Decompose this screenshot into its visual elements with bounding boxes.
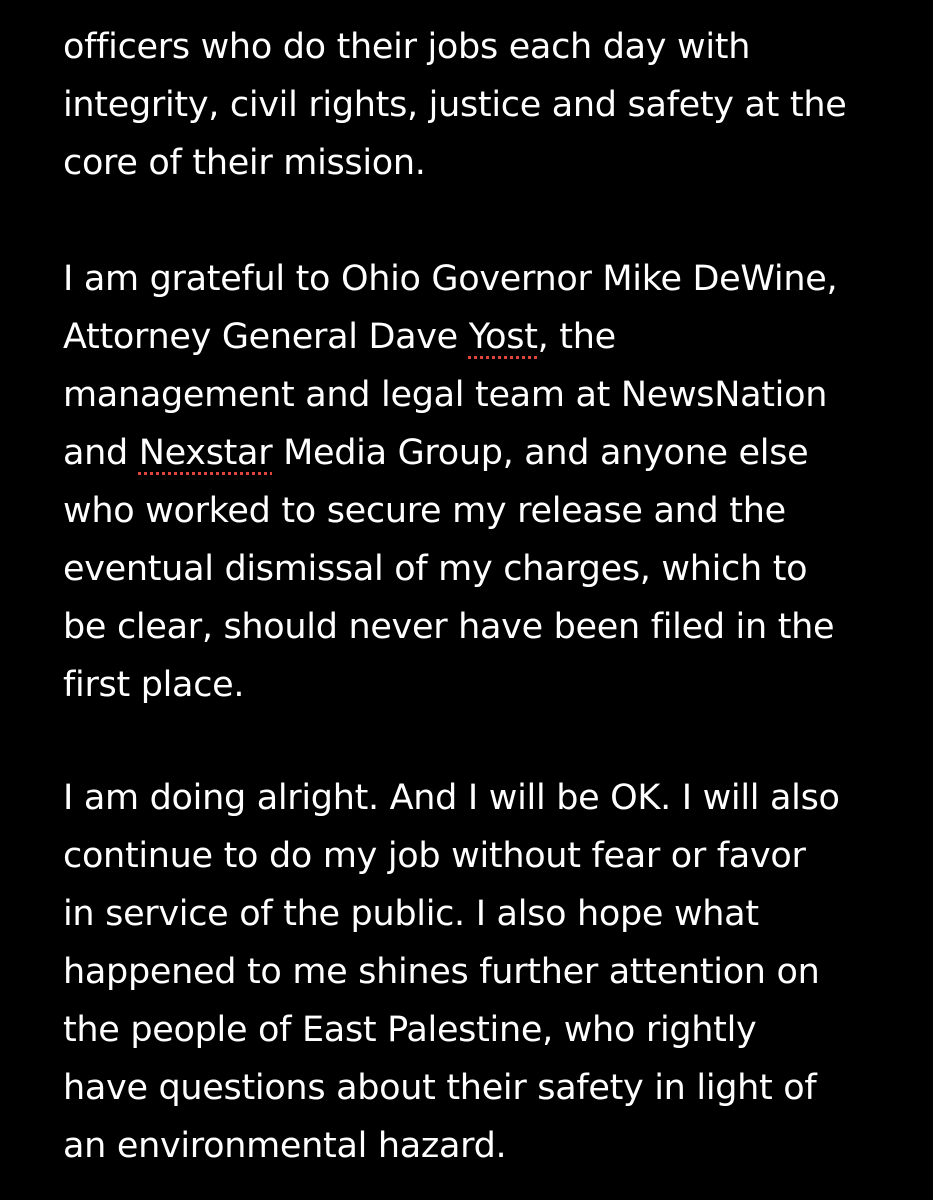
text-line: I am grateful to Ohio Governor Mike DeWine,	[63, 259, 838, 299]
text-line: in service of the public. I also hope what	[63, 894, 759, 934]
text-line: core of their mission.	[63, 143, 426, 183]
text-line	[63, 424, 837, 482]
text-line: who worked to secure my release and the	[63, 491, 786, 531]
text-line: the people of East Palestine, who rightly	[63, 1010, 757, 1050]
spellcheck-flagged-word[interactable]: Nexstar	[138, 433, 273, 473]
text-line: happened to me shines further attention on	[63, 952, 820, 992]
text-line: officers who do their jobs each day with	[63, 27, 751, 67]
text-line: eventual dismissal of my charges, which to	[63, 549, 808, 589]
text-line	[63, 308, 837, 366]
text-fragment: , the	[537, 317, 616, 357]
text-fragment: Attorney General Dave	[63, 317, 469, 357]
text-line: first place.	[63, 665, 245, 705]
text-line: I am doing alright. And I will be OK. I will also	[63, 778, 840, 818]
spellcheck-flagged-word[interactable]: Yost	[468, 317, 538, 357]
text-line: have questions about their safety in light of	[63, 1068, 817, 1108]
text-fragment: and	[63, 433, 139, 473]
paragraph-doing-alright	[63, 769, 840, 1175]
paragraph-officers	[63, 18, 846, 192]
text-line: be clear, should never have been filed in the	[63, 607, 835, 647]
text-line: an environmental hazard.	[63, 1126, 507, 1166]
text-fragment: Media Group, and anyone else	[272, 433, 809, 473]
text-line: management and legal team at NewsNation	[63, 375, 828, 415]
text-line: continue to do my job without fear or favor	[63, 836, 806, 876]
paragraph-gratitude	[63, 250, 837, 714]
text-line: integrity, civil rights, justice and safety at the	[63, 85, 847, 125]
